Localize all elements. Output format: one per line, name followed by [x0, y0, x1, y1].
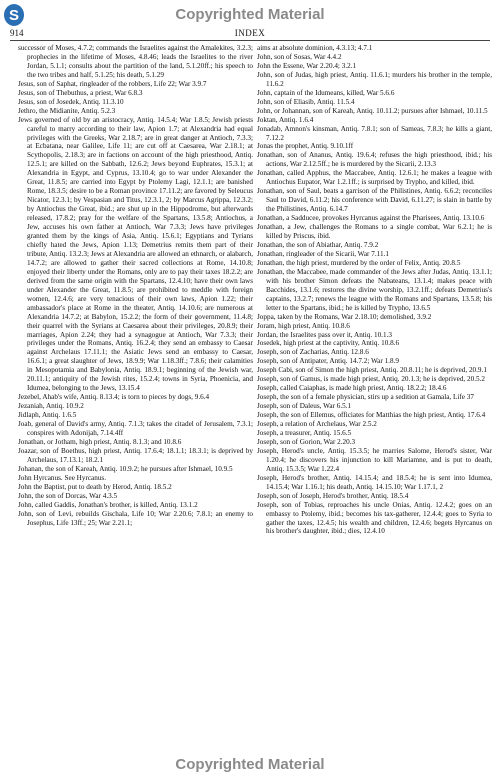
index-entry: Joseph, son of Zacharias, Antiq. 12.8.6	[257, 348, 369, 357]
index-entry: Joseph, son of Tobias, reproaches his uncle Onias, Antiq. 12.4.2; goes on an embassy to Ptolemy, ibid.; becomes his tax-gatherer, 12.4.4; goes to Syria to gather the taxes, 12.4.5; his wealth and children, 12.4.6; begets Hyrcanus on his brother's daughter, ibid.; dies, 12.4.10	[257, 500, 492, 536]
index-entry: John, son of Levi, rebuilds Gischala, Life 10; War 2.20.6; 7.8.1; an enemy to Josephus, Life 13ff.; 25; War 2.21.1;	[18, 509, 253, 527]
copyright-watermark-top: Copyrighted Material	[175, 6, 325, 23]
index-entry: Joseph, son of Gorion, War 2.20.3	[257, 437, 356, 446]
page-number: 914	[10, 28, 24, 38]
index-entry: Jordan, the Israelites pass over it, Antiq. 10.1.3	[257, 330, 392, 339]
index-entry: Joseph, Herod's brother, Antiq. 14.15.4; and 18.5.4; he is sent into Idumea, 14.15.4; War 1.16.1; his death, Antiq. 14.15.10; War 1.17.1, 2	[257, 473, 492, 491]
index-entry: Joktan, Antiq. 1.6.4	[257, 115, 314, 124]
index-entry: Jonathan, the Maccabee, made commander of the Jews after Judas, Antiq. 13.1.1; with his brother Simon defeats the Nabateans, 13.1.4; makes peace with Bacchides, 13.1.6; restores the divine worship, 13.2.1ff.; defeats Demetrius's captains, 13.2.7; renews the league with the Romans and Spartans, 13.5.8; his letter to the Spartans, ibid.; he is killed by Trypho, 13.6.5	[257, 267, 492, 312]
index-entry: Joseph, son of Joseph, Herod's brother, Antiq. 18.5.4	[257, 491, 409, 500]
index-entry: John, or Johannan, son of Kareah, Antiq. 10.11.2; pursues after Ishmael, 10.11.5	[257, 106, 488, 115]
index-entry: Joppa, taken by the Romans, War 2.18.10; demolished, 3.9.2	[257, 312, 432, 321]
section-title: INDEX	[234, 28, 266, 38]
index-entry: Joram, high priest, Antiq. 10.8.6	[257, 321, 350, 330]
index-entry: Jidlaph, Antiq. 1.6.5	[18, 411, 77, 420]
index-entry: John, son of Judas, high priest, Antiq. 11.6.1; murders his brother in the temple, 11.6.2	[257, 70, 492, 88]
index-entry: Johanan, the son of Kareah, Antiq. 10.9.2; he pursues after Ishmael, 10.9.5	[18, 464, 233, 473]
index-entry: Jonadab, Amnon's kinsman, Antiq. 7.8.1; son of Sameas, 7.8.3; he kills a giant, 7.12.2	[257, 124, 492, 142]
index-entry: John Hyrcanus. See Hyrcanus.	[18, 473, 107, 482]
index-entry: Joseph, son of Daleus, War 6.5.1	[257, 402, 352, 411]
index-entry: Jonathan, ringleader of the Sicarii, War 7.11.1	[257, 249, 389, 258]
index-entry: Jesus, son of Josedek, Antiq. 11.3.10	[18, 97, 124, 106]
publisher-logo-icon: S	[4, 4, 24, 26]
index-entry: Jonathan, son of Ananus, Antiq. 19.6.4; refuses the high priesthood, ibid.; his actions, War 2.12.5ff.; he is murdered by the Sicarii, 2.13.3	[257, 151, 492, 169]
index-entry: John the Baptist, put to death by Herod, Antiq. 18.5.2	[18, 482, 172, 491]
index-entry: John, captain of the Idumeans, killed, War 5.6.6	[257, 88, 395, 97]
index-entry: Jews governed of old by an aristocracy, Antiq. 14.5.4; War 1.8.5; Jewish priests careful to marry according to their law, Apion 1.7; at Alexandria had equal privileges with the Greeks, War 2.18.7; are in great danger at Antioch, 7.3.3; at Ecbatana, near Galilee, Life 11; are cut off at Caesarea, War 2.18.1; at Scythopolis, 2.18.3; are in factions on account of the high priesthood, Antiq. 12.5.1; are killed on the Sabbath, 12.6.2; Jews beyond Euphrates, 15.3.1; at Alexandria in Egypt, and Cyprus, 13.10.4; go to war under Alexander the Great, 11.8.5; are carried into Egypt by Ptolemy Lagi, 12.1.1; are banished Rome, 18.3.5; desire to be a Roman province 17.11.2; are favored by Seleucus Nicator, 12.3.1; by Vespasian and Titus, 12.3.1, 2; by Marcus Agrippa, 12.3.2; by Antiochus the Great, ibid.; are shut up in the Hippodrome, but afterwards released, 17.8.2; pray for the welfare of the Spartans, 13.5.8; Antiochus, a Jew, accuses his own father at Antioch, War 7.3.3; Jews have privileges granted them by the kings of Asia, Antiq. 15.6.1; Egyptians and Tyrians chiefly hated the Jews, Apion 1.13; Demetrius remits them part of their tribute, Antiq. 13.2.3; Jews at Alexandria are allowed an ethnarch, or alabarch, 14.7.2; are allowed to gather their sacred collections at Rome, 14.10.8; enjoyed their liberty under the Romans, only are to pay their taxes 18.2.2; are derived from the same origin with the Spartans, 12.4.10; have their own laws under Alexander the Great, 11.8.5; are prohibited to meddle with foreign women, 12.4.6; are very tenacious of their own laws, Apion 1.22; their ambassador's place at Rome in the theater, Antiq. 14.10.6; are numerous at Alexandria 14.7.2; at Babylon, 15.2.2; the form of their government, 11.4.8; their quarrel with the Syrians at Caesarea about their privileges, 20.8.9; their marriages, Apion 2.24; they had a synagogue at Antioch, War 7.3.3; their privileges under the Romans, Antiq. 16.2.4; they send an embassy to Caesar against Archelaus 17.11.1; the Asiatic Jews send an embassy to Caesar, 16.6.1; a great slaughter of Jews, 18.9.9; War 1.18.3ff.; 7.8.6; their calamities in Mesopotamia and Babylonia, Antiq. 18.9.1; beginning of the Jewish war, 20.11.1; antiquity of the Jewish rites, 15.2.4; towns in Syria, Phoenicia, and Idumea, belonging to the Jews, 13.15.4	[18, 115, 253, 393]
index-entry: Josedek, high priest at the captivity, Antiq. 10.8.6	[257, 339, 400, 348]
index-entry: John, called Gaddis, Jonathan's brother, is killed, Antiq. 13.1.2	[18, 500, 198, 509]
index-entry: Jezebel, Ahab's wife, Antiq. 8.13.4; is torn to pieces by dogs, 9.6.4	[18, 393, 210, 402]
index-entry: Joab, general of David's army, Antiq. 7.1.3; takes the citadel of Jerusalem, 7.3.1; conspires with Adonijah, 7.14.4ff	[18, 420, 253, 437]
index-entry: Jethro, the Midianite, Antiq. 5.2.3	[18, 106, 116, 115]
index-entry: Joseph, the son of Ellemus, officiates for Matthias the high priest, Antiq. 17.6.4	[257, 411, 486, 420]
index-entry: Jonas the prophet, Antiq. 9.10.1ff	[257, 142, 354, 151]
index-entry: successor of Moses, 4.7.2; commands the Israelites against the Amalekites, 3.2.3; prophecies in the lifetime of Moses, 4.8.46; leads the Israelites to the river Jordan, 5.1.1; consults about the partition of the land, 5.1.20ff.; his speech to the two tribes and half, 5.1.25; his death, 5.1.29	[18, 44, 253, 79]
index-entry: Jonathan, or Jotham, high priest, Antiq. 8.1.3; and 10.8.6	[18, 437, 182, 446]
running-header	[10, 28, 490, 41]
index-entry: Jonathan, the son of Abiathar, Antiq. 7.9.2	[257, 240, 379, 249]
index-entry: John, the son of Dorcas, War 4.3.5	[18, 491, 118, 500]
index-entry: Joseph, son of Antipater, Antiq. 14.7.2; War 1.8.9	[257, 357, 399, 366]
index-entry: Joseph Cabi, son of Simon the high priest, Antiq. 20.8.11; he is deprived, 20.9.1	[257, 366, 487, 375]
index-entry: Jesus, son of Saphat, ringleader of the robbers, Life 22; War 3.9.7	[18, 79, 207, 88]
index-entry: Jonathan, the high priest, murdered by the order of Felix, Antiq. 20.8.5	[257, 258, 461, 267]
index-entry: Joseph, the son of a female physician, stirs up a sedition at Gamala, Life 37	[257, 393, 474, 402]
index-entry: Jonathan, son of Saul, beats a garrison of the Philistines, Antiq. 6.6.2; reconciles Saul to David, 6.11.2; his conference with David, 6.11.27; is slain in battle by the Philistines, Antiq. 6.14.7	[257, 187, 492, 214]
index-entry: Joseph, son of Gamus, is made high priest, Antiq. 20.1.3; he is deprived, 20.5.2	[257, 375, 485, 384]
index-entry: Joseph, Herod's uncle, Antiq. 15.3.5; he marries Salome, Herod's sister, War 1.20.4; he discovers his injunction to kill Mariamne, and is put to death, Antiq. 15.3.5; War 1.22.4	[257, 446, 492, 473]
index-entry: Jezaniah, Antiq. 10.9.2	[18, 402, 84, 411]
index-entry: Jonathan, a Jew, challenges the Romans to a single combat, War 6.2.1; he is killed by Priscus, ibid.	[257, 223, 492, 241]
index-entry: Joseph, called Caiaphas, is made high priest, Antiq. 18.2.2; 18.4.6	[257, 384, 447, 393]
index-entry: Joseph, a treasurer, Antiq. 15.6.5	[257, 428, 352, 437]
index-column-right	[257, 44, 492, 749]
index-entry: Joazar, son of Boethus, high priest, Antiq. 17.6.4; 18.1.1; 18.3.1; is deprived by Archelaus, 17.13.1; 18.2.1	[18, 446, 253, 464]
index-entry: John the Essene, War 2.20.4; 3.2.1	[257, 61, 357, 70]
index-column-left	[18, 44, 253, 749]
index-entry: Jonathan, a Sadducee, provokes Hyrcanus against the Pharisees, Antiq. 13.10.6	[257, 214, 485, 223]
index-entry: John, son of Eliasib, Antiq. 11.5.4	[257, 97, 355, 106]
index-entry: Jesus, son of Thebuthus, a priest, War 6.8.3	[18, 88, 143, 97]
index-entry: aims at absolute dominion, 4.3.13; 4.7.1	[257, 44, 373, 52]
index-entry: Jonathan, called Apphus, the Maccabee, Antiq. 12.6.1; he makes a league with Antiochus Eupator, War 1.2.1ff.; is surprised by Trypho, and killed, ibid.	[257, 169, 492, 187]
copyright-watermark-bottom: Copyrighted Material	[175, 756, 325, 773]
index-entry: John, son of Sosas, War 4.4.2	[257, 52, 342, 61]
index-entry: Joseph, a relation of Archelaus, War 2.5.2	[257, 420, 377, 429]
